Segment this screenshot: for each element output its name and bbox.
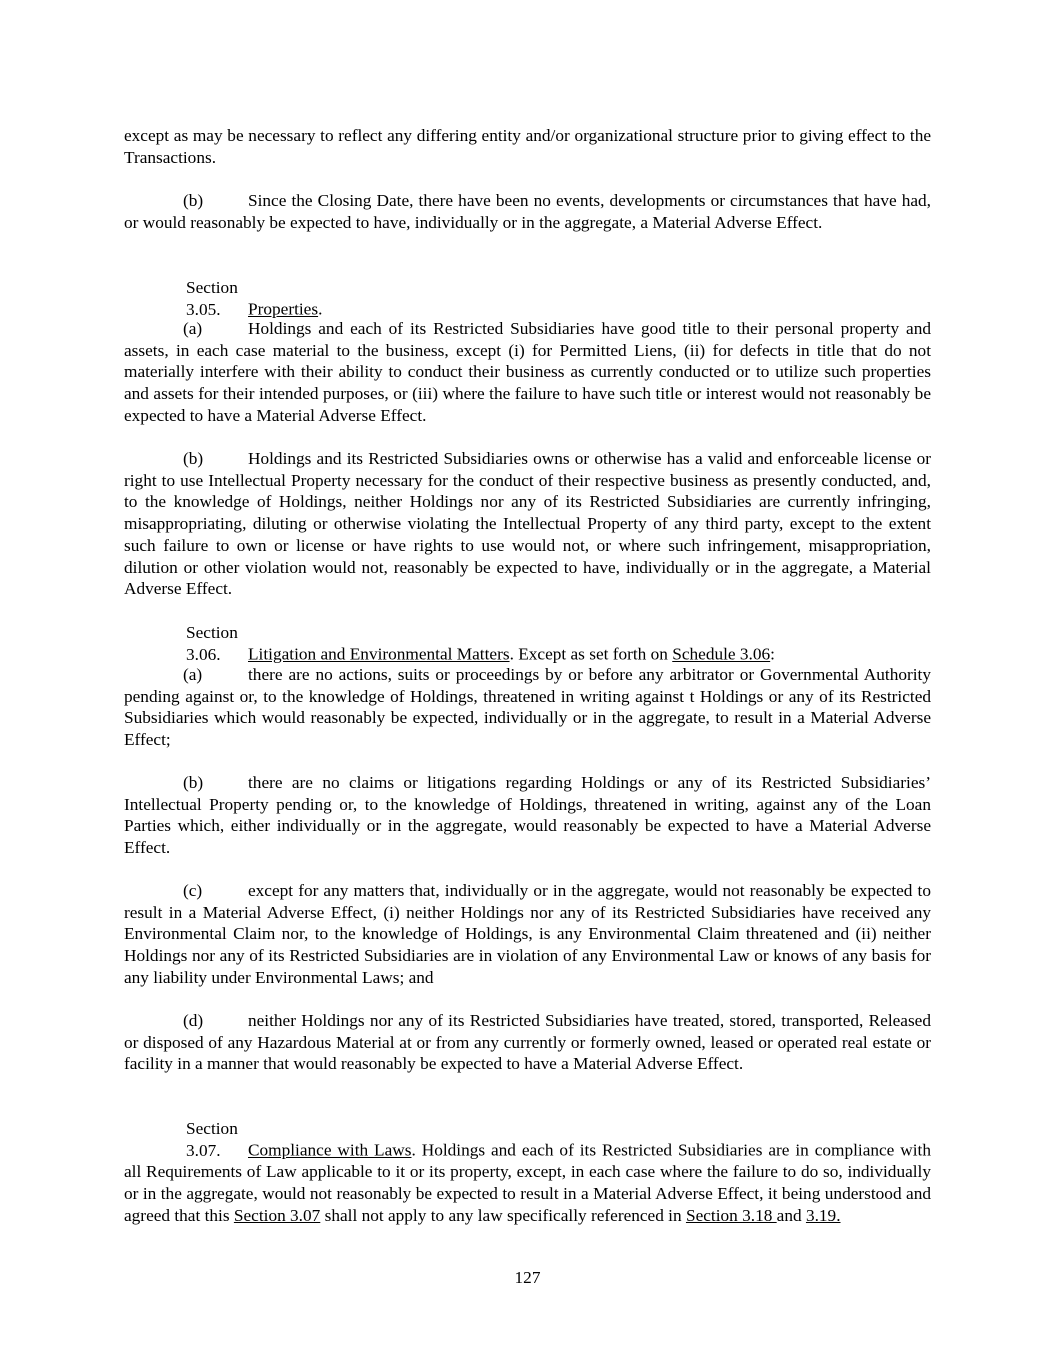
clause-label: (c) bbox=[183, 881, 203, 900]
section-number: Section 3.05. bbox=[186, 278, 238, 319]
schedule-reference: Schedule 3.06 bbox=[672, 644, 771, 664]
section-3-05-heading bbox=[186, 277, 322, 320]
intro-text: except as may be necessary to reflect any differing entity and/or organizational structure prior to giving effect to the Transactions. bbox=[124, 126, 931, 167]
section-text: . Except as set forth on bbox=[509, 644, 673, 664]
paragraph-3-06-d bbox=[124, 1010, 931, 1075]
paragraph-3-06-b bbox=[124, 772, 931, 859]
section-reference: 3.19. bbox=[805, 1205, 841, 1225]
paragraph-3-06-a bbox=[124, 664, 931, 751]
section-text: shall not apply to any law specifically referenced in bbox=[320, 1205, 686, 1225]
section-reference: Section 3.07 bbox=[233, 1205, 321, 1225]
clause-label: (d) bbox=[183, 1011, 204, 1030]
clause-text: there are no actions, suits or proceedings by or before any arbitrator or Governmental Authority pending against or, to the knowledge of Holdings, threatened in writing against t Holdings or any of its Restricted Subsidiaries which would reasonably be expected, individually or in the aggregate, to result in a Material Adverse Effect; bbox=[124, 665, 931, 750]
clause-text: Holdings and its Restricted Subsidiaries owns or otherwise has a valid and enforceable license or right to use Intellectual Property necessary for the conduct of their respective business as presently conducted, and, to the knowledge of Holdings, neither Holdings nor any of its Restricted Subsidiaries are currently infringing, misappropriating, diluting or otherwise violating the Intellectual Property of any third party, except to the extent such failure to own or license or have rights to use would not, or where such infringement, misappropriation, dilution or other violation would not, reasonably be expected to have, individually or in the aggregate, a Material Adverse Effect. bbox=[124, 449, 931, 599]
section-reference: Section 3.18 bbox=[685, 1205, 777, 1225]
section-number: Section 3.06. bbox=[186, 623, 238, 664]
paragraph-3-06-c bbox=[124, 880, 931, 989]
section-3-07-paragraph bbox=[124, 1118, 931, 1227]
clause-label: (a) bbox=[183, 665, 203, 684]
section-title: Litigation and Environmental Matters bbox=[248, 644, 510, 664]
section-title: Compliance with Laws bbox=[248, 1140, 412, 1160]
section-text: . Holdings and each of its Restricted Subsidiaries are in compliance with all Requirements of Law applicable to it or its property, except, in each case where the failure to do so, individually or in the aggregate, would not reasonably be expected to result in a Material Adverse Effect, it being understood and agreed that this bbox=[124, 1140, 931, 1225]
clause-text: Since the Closing Date, there have been no events, developments or circumstances that have had, or would reasonably be expected to have, individually or in the aggregate, a Material Adverse Effect. bbox=[124, 191, 931, 232]
section-number: Section 3.07. bbox=[186, 1119, 238, 1160]
paragraph-3-05-b bbox=[124, 448, 931, 600]
section-punct: . bbox=[318, 299, 323, 319]
clause-text: except for any matters that, individually or in the aggregate, would not reasonably be expected to result in a Material Adverse Effect, (i) neither Holdings nor any of its Restricted Subsidiaries have received any Environmental Claim nor, to the knowledge of Holdings, is any Environmental Claim threatened and (ii) neither Holdings nor any of its Restricted Subsidiaries are in violation of any Environmental Law or knows of any basis for any liability under Environmental Laws; and bbox=[124, 881, 931, 987]
section-text: and bbox=[776, 1205, 806, 1225]
clause-text: neither Holdings nor any of its Restricted Subsidiaries have treated, stored, transported, Released or disposed of any Hazardous Material at or from any currently or formerly owned, leased or operated real estate or facility in a manner that would reasonably be expected to have a Material Adverse Effect. bbox=[124, 1011, 931, 1074]
clause-text: Holdings and each of its Restricted Subsidiaries have good title to their personal property and assets, in each case material to the business, except (i) for Permitted Liens, (ii) for defects in title that do not materially interfere with their ability to conduct their business as currently conducted or to utilize such properties and assets for their intended purposes, or (iii) where the failure to have such title or interest would not reasonably be expected to have a Material Adverse Effect. bbox=[124, 319, 931, 425]
section-title: Properties bbox=[248, 299, 319, 319]
page-number: 127 bbox=[514, 1268, 541, 1287]
section-punct: : bbox=[770, 644, 775, 664]
paragraph-3-05-a bbox=[124, 318, 931, 427]
clause-label: (b) bbox=[183, 449, 204, 468]
section-3-06-heading bbox=[186, 622, 775, 665]
intro-paragraph bbox=[124, 125, 931, 168]
paragraph-3-04-b bbox=[124, 190, 931, 233]
clause-text: there are no claims or litigations regarding Holdings or any of its Restricted Subsidiaries’ Intellectual Property pending or, to the knowledge of Holdings, threatened in writing, against any of the Loan Parties which, either individually or in the aggregate, would reasonably be expected to have a Material Adverse Effect. bbox=[124, 773, 931, 858]
clause-label: (a) bbox=[183, 319, 203, 338]
clause-label: (b) bbox=[183, 773, 204, 792]
clause-label: (b) bbox=[183, 191, 204, 210]
